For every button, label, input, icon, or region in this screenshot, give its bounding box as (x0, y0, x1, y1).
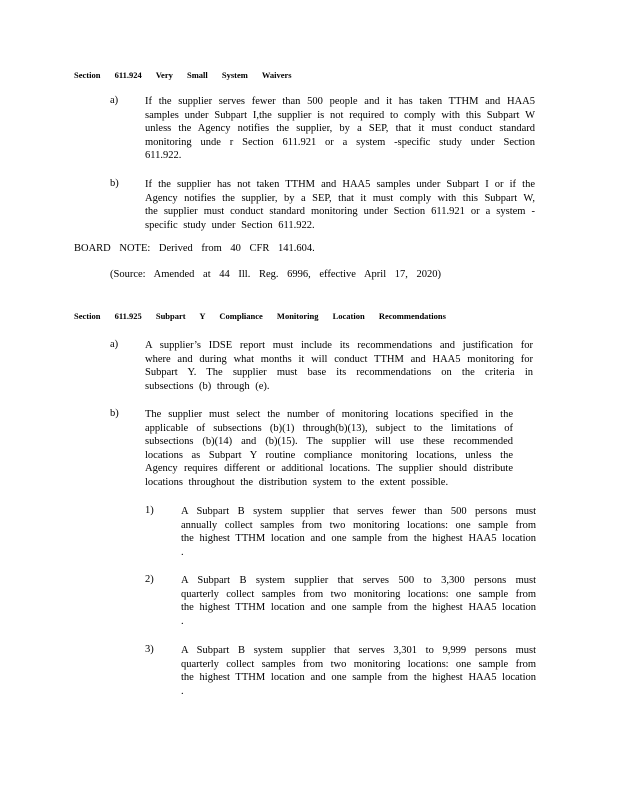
sub-item-label-1: 1) (145, 505, 154, 516)
item-label-925-a: a) (110, 339, 119, 350)
sub-item-paragraph-2: A Subpart B system supplier that serves 500 to 3,300 persons must quarterly collect samples from two monitoring locations: one sample from the highest TTHM location and one sample from the highest HAA5 location . (181, 575, 536, 627)
source-note: (Source: Amended at 44 Ill. Reg. 6996, effective April 17, 2020) (110, 269, 441, 280)
item-label-924-a: a) (110, 95, 119, 106)
item-label-924-b: b) (110, 178, 119, 189)
paragraph-924-b: If the supplier has not taken TTHM and HAA5 samples under Subpart I or if the Agency notifies the supplier, by a SEP, that it must comply with this Subpart W, the supplier must conduct standard monitoring under Section 611.921 or a system -specific study under Section 611.922. (145, 179, 535, 231)
sub-item-paragraph-1: A Subpart B system supplier that serves fewer than 500 persons must annually collect samples from two monitoring locations: one sample from the highest TTHM location and one sample from the highest HAA5 location . (181, 506, 536, 558)
item-label-925-b: b) (110, 408, 119, 419)
sub-item-paragraph-3: A Subpart B system supplier that serves 3,301 to 9,999 persons must quarterly collect samples from two monitoring locations: one sample from the highest TTHM location and one sample from the highest HAA5 location . (181, 645, 536, 697)
sub-item-label-2: 2) (145, 574, 154, 585)
paragraph-925-b: The supplier must select the number of monitoring locations specified in the applicable of subsections (b)(1) through(b)(13), subject to the limitations of subsections (b)(14) and (b)(15). The supplier will use these recommended locations as Subpart Y routine compliance monitoring locations, unless the Agency requires different or additional locations. The supplier should distribute locations throughout the distribution system to the extent possible. (145, 409, 513, 488)
paragraph-924-a: If the supplier serves fewer than 500 people and it has taken TTHM and HAA5 samples under Subpart I,the supplier is not required to comply with this Subpart W unless the Agency notifies the supplier, by a SEP, that it must conduct standard monitoring unde r Section 611.921 or a system -specific study under Section 611.922. (145, 96, 535, 162)
board-note: BOARD NOTE: Derived from 40 CFR 141.604. (74, 243, 315, 254)
section-heading-924: Section 611.924 Very Small System Waivers (74, 70, 292, 80)
paragraph-925-a: A supplier’s IDSE report must include its recommendations and justification for where and during what months it will conduct TTHM and HAA5 monitoring for Subpart Y. The supplier must base its recommendations on the criteria in subsections (b) through (e). (145, 340, 533, 392)
sub-item-label-3: 3) (145, 644, 154, 655)
section-heading-925: Section 611.925 Subpart Y Compliance Monitoring Location Recommendations (74, 311, 446, 321)
